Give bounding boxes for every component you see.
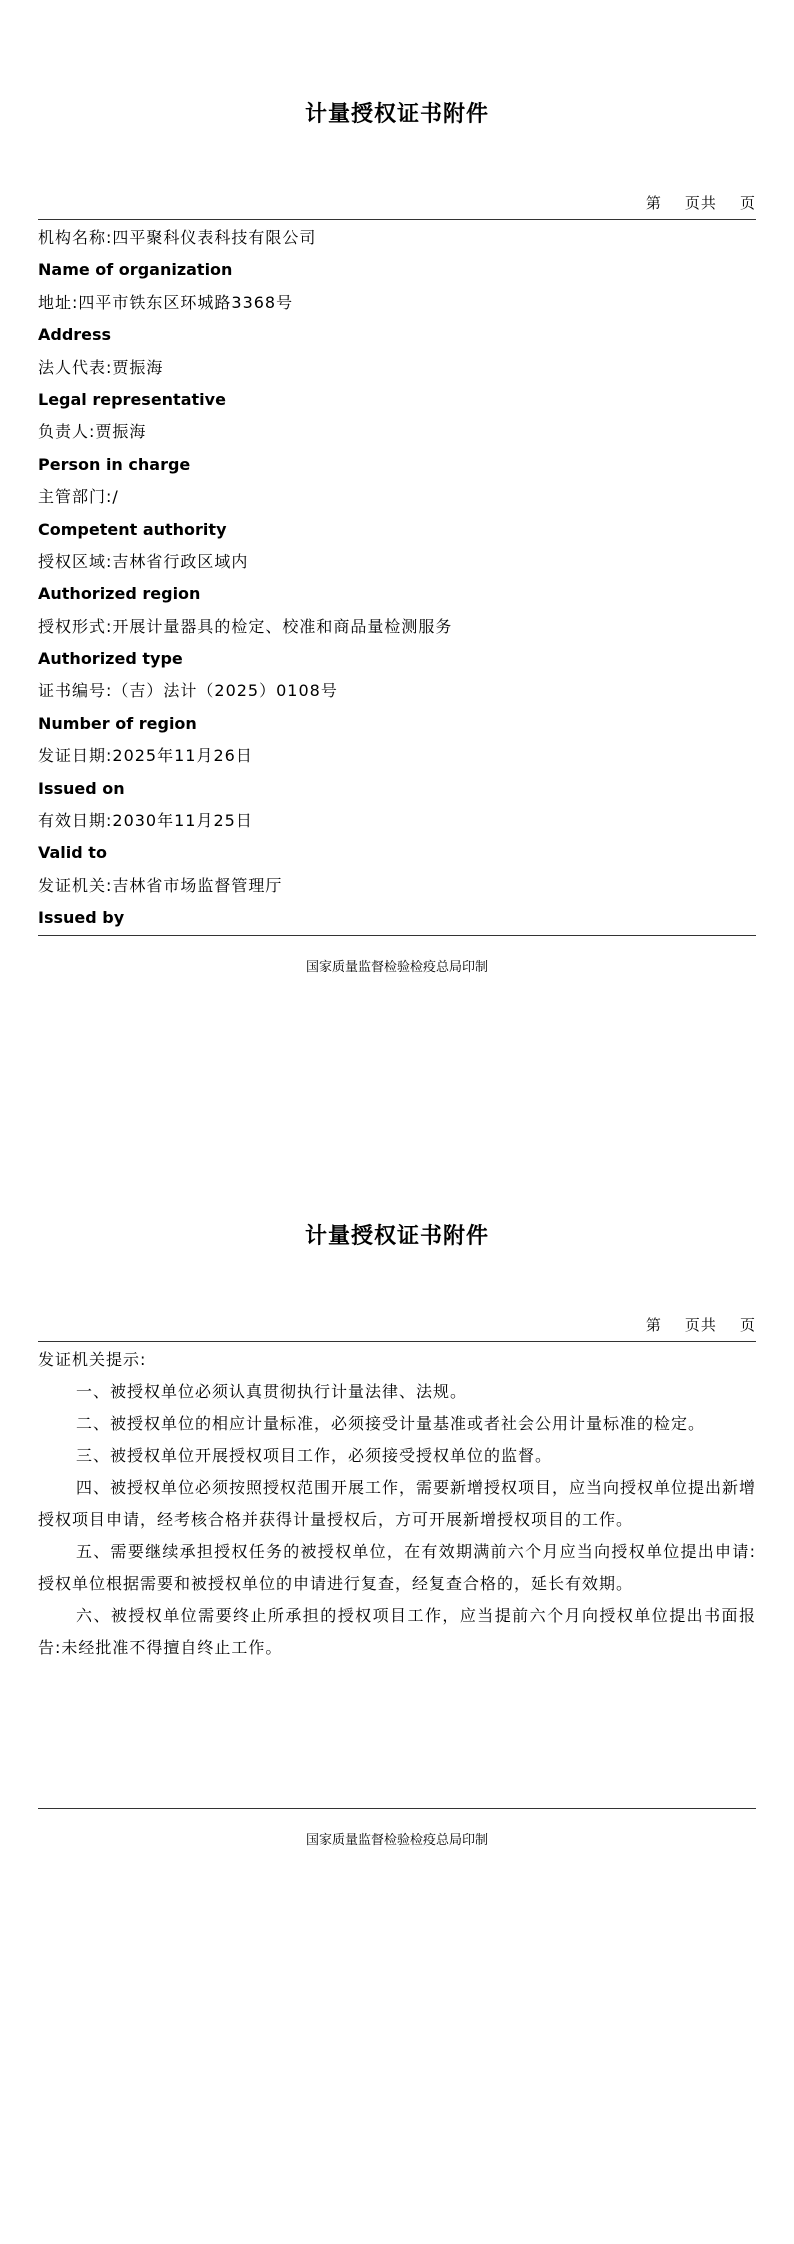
top-divider <box>38 219 756 220</box>
label-number-of-region: Number of region <box>38 713 197 733</box>
label-issued-by: Issued by <box>38 908 125 928</box>
field-competent-authority: 主管部门:/ <box>38 487 119 507</box>
label-person-in-charge: Person in charge <box>38 454 191 474</box>
field-organization-name: 机构名称:四平聚科仪表科技有限公司 <box>38 228 317 247</box>
note-item: 三、被授权单位开展授权项目工作，必须接受授权单位的监督。 <box>76 1446 553 1465</box>
field-legal-representative: 法人代表:贾振海 <box>38 357 164 377</box>
bottom-divider <box>38 935 756 936</box>
note-item: 一、被授权单位必须认真贯彻执行计量法律、法规。 <box>76 1382 468 1401</box>
printer-footer: 国家质量监督检验检疫总局印制 <box>305 1833 488 1848</box>
field-certificate-number: 证书编号:（吉）法计（2025）0108号 <box>38 681 338 701</box>
field-issuing-authority: 发证机关:吉林省市场监督管理厅 <box>38 875 283 895</box>
field-authorized-type: 授权形式:开展计量器具的检定、校准和商品量检测服务 <box>38 616 453 636</box>
notes-heading: 发证机关提示: <box>38 1350 147 1369</box>
note-item: 二、被授权单位的相应计量标准，必须接受计量基准或者社会公用计量标准的检定。 <box>76 1414 706 1433</box>
field-valid-to: 有效日期:2030年11月25日 <box>38 811 253 831</box>
page-counter: 第 页共 页 <box>645 194 756 212</box>
label-authorized-region: Authorized region <box>38 584 201 604</box>
top-divider <box>38 1341 756 1342</box>
note-item: 六、被授权单位需要终止所承担的授权项目工作，应当提前六个月向授权单位提出书面报告:未经批准不得擅自终止工作。 <box>38 1606 756 1657</box>
bottom-divider <box>38 1808 756 1809</box>
note-item: 五、需要继续承担授权任务的被授权单位，在有效期满前六个月应当向授权单位提出申请:授权单位根据需要和被授权单位的申请进行复查，经复查合格的，延长有效期。 <box>38 1542 756 1593</box>
field-authorized-region: 授权区域:吉林省行政区域内 <box>38 551 249 571</box>
page-counter: 第 页共 页 <box>645 1316 756 1334</box>
label-address: Address <box>38 325 112 345</box>
label-name-of-organization: Name of organization <box>38 260 233 280</box>
field-person-in-charge: 负责人:贾振海 <box>38 422 147 442</box>
page-title: 计量授权证书附件 <box>304 1224 489 1249</box>
certificate-page-2 <box>0 1122 794 2244</box>
label-authorized-type: Authorized type <box>38 649 183 669</box>
printer-footer: 国家质量监督检验检疫总局印制 <box>305 960 488 975</box>
organization-fields <box>38 222 756 935</box>
note-item: 四、被授权单位必须按照授权范围开展工作，需要新增授权项目，应当向授权单位提出新增授权项目申请，经考核合格并获得计量授权后，方可开展新增授权项目的工作。 <box>38 1478 757 1529</box>
issuer-notes <box>38 1344 756 1664</box>
field-issue-date: 发证日期:2025年11月26日 <box>38 746 253 766</box>
label-valid-to: Valid to <box>38 843 107 863</box>
page-title: 计量授权证书附件 <box>304 102 489 127</box>
label-issued-on: Issued on <box>38 778 125 798</box>
label-competent-authority: Competent authority <box>38 519 227 539</box>
field-address: 地址:四平市铁东区环城路3368号 <box>38 292 294 312</box>
label-legal-representative: Legal representative <box>38 389 226 409</box>
